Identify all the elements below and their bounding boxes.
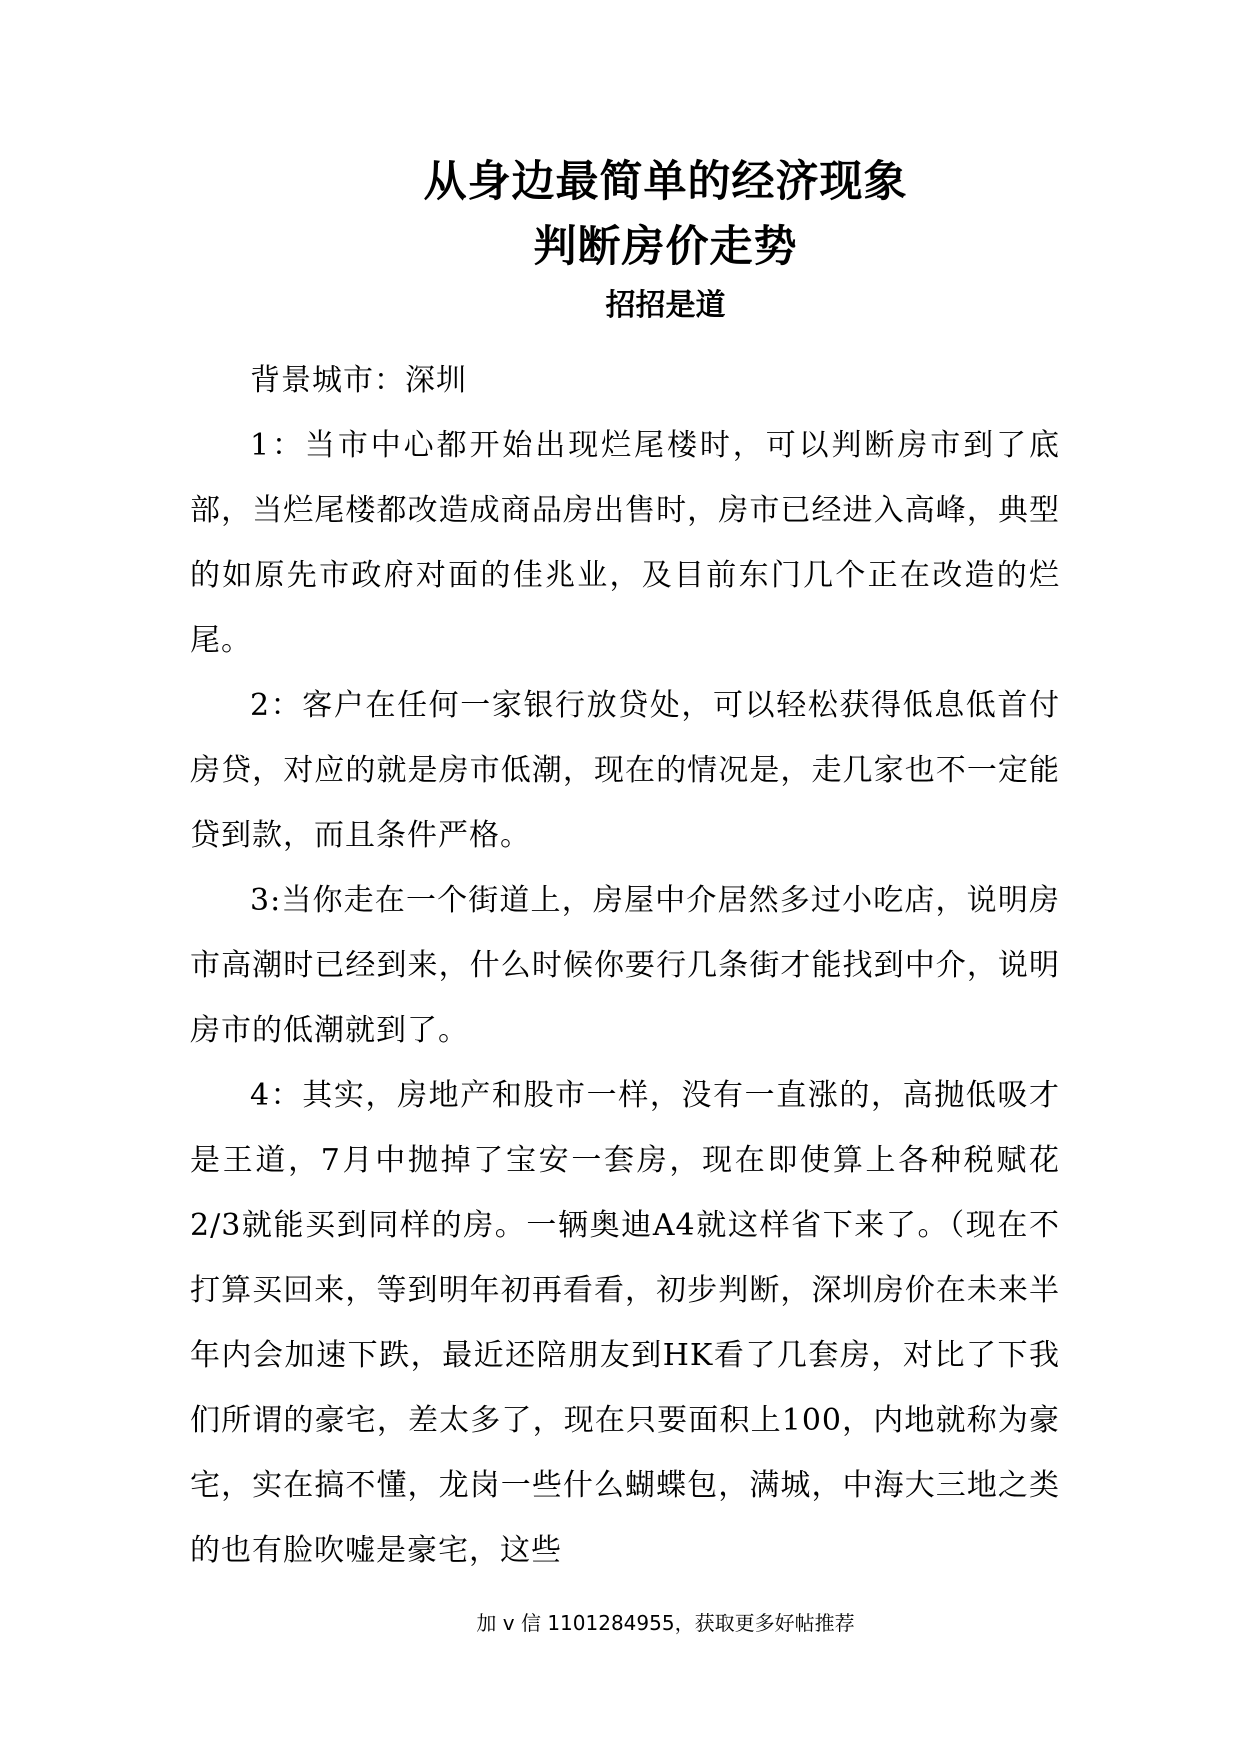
paragraph-2: 2：客户在任何一家银行放贷处，可以轻松获得低息低首付房贷，对应的就是房市低潮，现在的情况是，走几家也不一定能贷到款，而且条件严格。: [190, 688, 1060, 853]
document-footer: 加 v 信 1101284955，获取更多好帖推荐: [476, 1611, 855, 1635]
document-title-line-1: 从身边最简单的经济现象: [423, 157, 908, 207]
document-body: [190, 348, 1060, 1583]
paragraph-1: 1：当市中心都开始出现烂尾楼时，可以判断房市到了底部，当烂尾楼都改造成商品房出售时，房市已经进入高峰，典型的如原先市政府对面的佳兆业，及目前东门几个正在改造的烂尾。: [190, 428, 1060, 658]
document-title-line-2: 判断房价走势: [533, 222, 798, 272]
paragraph-4: 4：其实，房地产和股市一样，没有一直涨的，高抛低吸才是王道，7月中抛掉了宝安一套房，现在即使算上各种税赋花2/3就能买到同样的房。一辆奥迪A4就这样省下来了。（现在不打算买回来，等到明年初再看看，初步判断，深圳房价在未来半年内会加速下跌，最近还陪朋友到HK看了几套房，对比了下我们所谓的豪宅，差太多了，现在只要面积上100，内地就称为豪宅，实在搞不懂，龙岗一些什么蝴蝶包，满城，中海大三地之类的也有脸吹嘘是豪宅，这些: [190, 1078, 1060, 1568]
document-author: 招招是道: [605, 288, 726, 323]
paragraph-background-city: 背景城市：深圳: [250, 363, 467, 398]
paragraph-3: 3:当你走在一个街道上，房屋中介居然多过小吃店，说明房市高潮时已经到来，什么时候你要行几条街才能找到中介，说明房市的低潮就到了。: [190, 883, 1060, 1048]
